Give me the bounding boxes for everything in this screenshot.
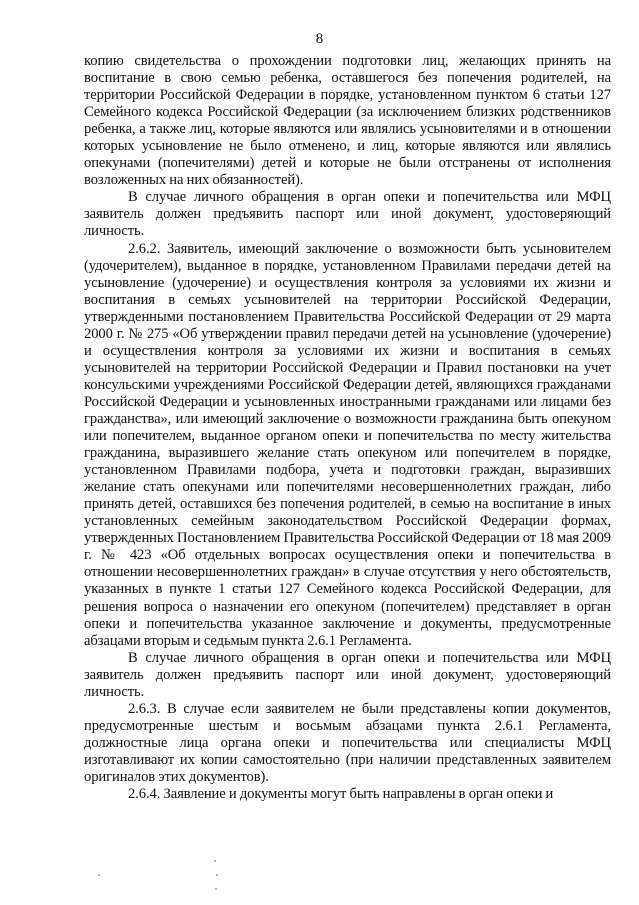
scan-artifact (216, 874, 218, 876)
scan-artifact (215, 888, 217, 890)
page-number: 8 (315, 31, 324, 47)
document-body (84, 53, 611, 803)
scan-artifact (98, 874, 100, 876)
scan-artifact (214, 860, 216, 862)
paragraph-2-6-2: 2.6.2. Заявитель, имеющий заключение о возможности быть усыновителем (удочерителем), выданное в порядке, установленном Правилами передачи детей на усыновление (удочерение) и осуществления контроля за условиями их жизни и воспитания в семьях усыновителей на территории Российской Федерации, утвержденными постановлением Правительства Российской Федерации от 29 марта 2000 г. № 275 «Об утверждении правил передачи детей на усыновление (удочерение) и осуществления контроля за условиями их жизни и воспитания в семьях усыновителей на территории Российской Федерации и Правил постановки на учет консульскими учреждениями Российской Федерации детей, являющихся гражданами Российской Федерации и усыновленных иностранными гражданами или лицами без гражданства», или имеющий заключение о возможности гражданина быть опекуном или попечителем, выданное органом опеки и попечительства по месту жительства гражданина, выразившего желание стать опекуном или попечителем в порядке, установленном Правилами подбора, учета и подготовки граждан, выразивших желание стать опекунами или попечителями несовершеннолетних граждан, либо принять детей, оставшихся без попечения родителей, в семью на воспитание в иных установленных семейным законодательством Российской Федерации формах, утвержденных Постановлением Правительства Российской Федерации от 18 мая 2009 г. № 423 «Об отдельных вопросах осуществления опеки и попечительства в отношении несовершеннолетних граждан» в случае отсутствия у него обстоятельств, указанных в пункте 1 статьи 127 Семейного кодекса Российской Федерации, для решения вопроса о назначении его опекуном (попечителем) представляет в орган опеки и попечительства указанное заключение и документы, предусмотренные абзацами вторым и седьмым пункта 2.6.1 Регламента. (84, 240, 611, 649)
paragraph-certificate-copy: копию свидетельства о прохождении подготовки лиц, желающих принять на воспитание в свою семью ребенка, оставшегося без попечения родителей, на территории Российской Федерации в порядке, установленном пунктом 6 статьи 127 Семейного кодекса Российской Федерации (за исключением близких родственников ребенка, а также лиц, которые являются или являлись усыновителями и в отношении которых усыновление не было отменено, и лиц, которые являются или являлись опекунами (попечителями) детей и которые не были отстранены от исполнения возложенных на них обязанностей). (84, 53, 611, 189)
paragraph-2-6-3: 2.6.3. В случае если заявителем не были представлены копии документов, предусмотренные шестым и восьмым абзацами пункта 2.6.1 Регламента, должностные лица органа опеки и попечительства или специалисты МФЦ изготавливают их копии самостоятельно (при наличии представленных заявителем оригиналов этих документов). (84, 700, 611, 785)
paragraph-personal-appeal-1: В случае личного обращения в орган опеки и попечительства или МФЦ заявитель должен предъявить паспорт или иной документ, удостоверяющий личность. (84, 189, 611, 240)
paragraph-2-6-4: 2.6.4. Заявление и документы могут быть направлены в орган опеки и (128, 786, 554, 803)
paragraph-personal-appeal-2: В случае личного обращения в орган опеки и попечительства или МФЦ заявитель должен предъявить паспорт или иной документ, удостоверяющий личность. (84, 649, 611, 700)
